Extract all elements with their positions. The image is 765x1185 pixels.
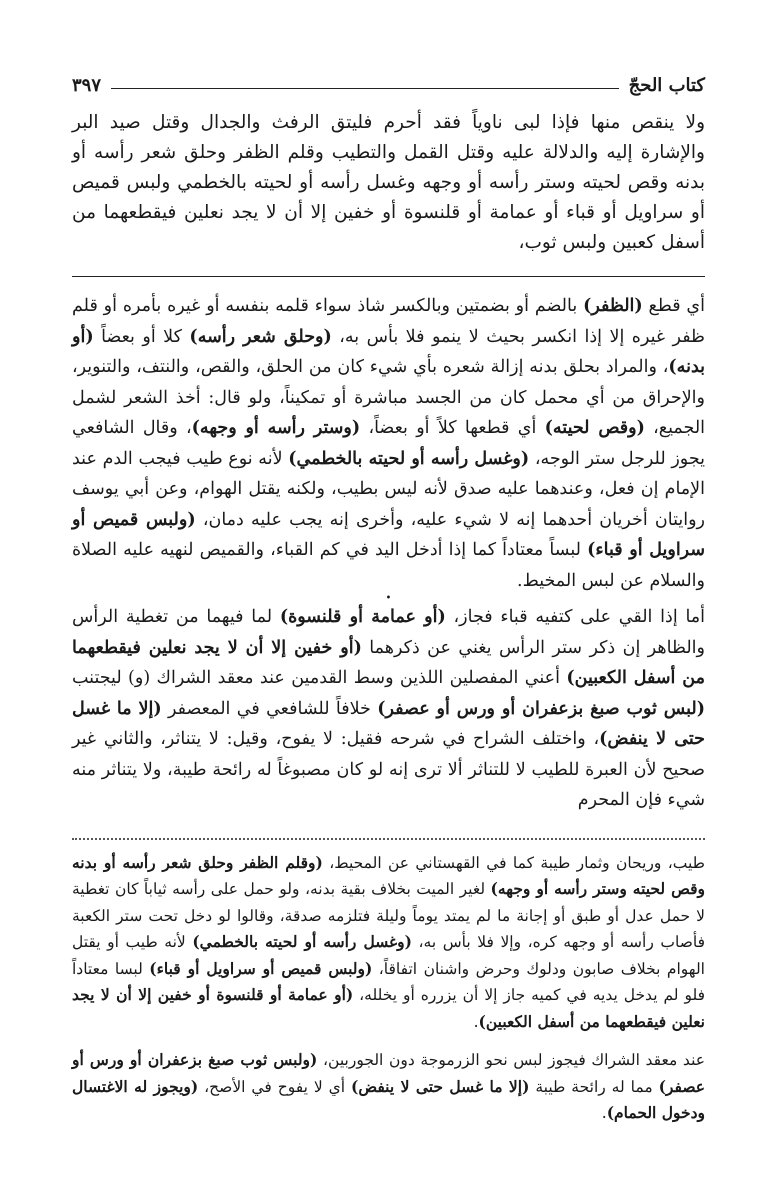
quoted-phrase: (وقص لحيته) bbox=[544, 418, 645, 438]
text-run: . bbox=[601, 1104, 607, 1122]
quoted-phrase: (إلا ما غسل حتى لا ينفض) bbox=[72, 698, 705, 749]
footnote-paragraph-1 bbox=[72, 850, 705, 1036]
header-rule bbox=[111, 88, 619, 89]
quoted-phrase: (الظفر) bbox=[583, 296, 643, 316]
dot-mark: • bbox=[385, 593, 392, 604]
quoted-phrase: (أو عمامة أو قلنسوة أو خفين إلا أن لا يجد نعلين فيقطعهما من أسفل الكعبين) bbox=[72, 985, 705, 1031]
quoted-phrase: (وغسل رأسه أو لحيته بالخطمي) bbox=[288, 448, 530, 469]
quoted-phrase: (وقلم الظفر وحلق شعر رأسه أو بدنه وقص لحيته وستر رأسه أو وجهه) bbox=[72, 852, 705, 898]
text-run: أي لا يفوح في الأصح، bbox=[198, 1077, 351, 1096]
text-run: لغير الميت بخلاف بقية بدنه، ولو حمل على رأسه ثياباً كان تغطية لا حمل عدل أو طبق أو إجانة ما لم يمتد يوماً وليلة فتلزمه صدقة، وقالوا لو دخل تحت ستر الكعبة فأصاب رأسه أو وجهه كره، وإلا فلا بأس به، bbox=[72, 880, 705, 951]
main-text bbox=[72, 108, 705, 258]
commentary bbox=[72, 291, 705, 816]
text-run: عند معقد الشراك فيجوز لبس نحو الزرموجة دون الجوربين، bbox=[317, 1051, 705, 1069]
page-header bbox=[72, 66, 705, 96]
quoted-phrase: (ولبس قميص أو سراويل أو قباء) bbox=[72, 509, 705, 560]
quoted-phrase: (ولبس قميص أو سراويل أو قباء) bbox=[149, 958, 373, 978]
commentary-paragraph-1 bbox=[72, 291, 705, 596]
quoted-phrase: (وغسل رأسه أو لحيته بالخطمي) bbox=[192, 932, 412, 951]
commentary-paragraph-2 bbox=[72, 602, 705, 816]
text-run: أي قطع bbox=[642, 296, 705, 316]
text-run: لبسا معتاداً فلو لم يدخل يديه في كميه جاز إلا أن يزرره أو يخلله، bbox=[72, 959, 705, 1004]
main-text-paragraph: ولا ينقص منها فإذا لبى ناوياً فقد أحرم فليتق الرفث والجدال وقتل صيد البر والإشارة إليه والدلالة عليه وقتل القمل والتطيب وقلم الظفر وحلق شعر رأسه أو بدنه وقص لحيته وستر رأسه أو وجهه وغسل رأسه أو لحيته بالخطمي ولبس قميص أو سراويل أو قباء أو عمامة أو قلنسوة أو خفين إلا أن لا يجد نعلين فيقطعهما من أسفل كعبين ولبس ثوب، bbox=[72, 112, 705, 253]
quoted-phrase: (لبس ثوب صبغ بزعفران أو ورس أو عصفر) bbox=[377, 698, 705, 719]
footnote-divider bbox=[72, 838, 705, 840]
footnotes bbox=[72, 850, 705, 1127]
text-run: لبساً معتاداً كما إذا أدخل اليد في كم القباء، والقميص لنهيه عليه الصلاة والسلام عن لبس المخيط. bbox=[72, 540, 705, 591]
text-run: بالضم أو بضمتين وبالكسر شاذ سواء قلمه بنفسه أو غيره بأمره أو قلم ظفر غيره إلا إذا انكسر بحيث لا ينمو فلا بأس به، bbox=[72, 296, 705, 347]
quoted-phrase: (أو بدنه) bbox=[72, 326, 705, 377]
page-number: ٣٩٧ bbox=[72, 75, 102, 96]
text-run: كلا أو بعضاً bbox=[93, 326, 190, 347]
quoted-phrase: (وستر رأسه أو وجهه) bbox=[191, 418, 361, 438]
text-run: خلافاً للشافعي في المعصفر bbox=[161, 698, 378, 719]
text-run: أعني المفصلين اللذين وسط القدمين عند معقد الشراك (و) ليجتنب bbox=[72, 668, 567, 688]
text-run: . bbox=[473, 1012, 479, 1031]
quoted-phrase: (وحلق شعر رأسه) bbox=[189, 326, 332, 347]
text-run: أي قطعها كلاً أو بعضاً، bbox=[360, 418, 545, 438]
quoted-phrase: (ولبس ثوب صبغ بزعفران أو ورس أو عصفر) bbox=[72, 1050, 706, 1096]
text-run: أما إذا القي على كتفيه قباء فجاز، bbox=[445, 607, 706, 627]
quoted-phrase: (أو خفين إلا أن لا يجد نعلين فيقطعهما من أسفل الكعبين) bbox=[72, 637, 705, 688]
book-title: كتاب الحجّ bbox=[628, 75, 705, 96]
quoted-phrase: (أو عمامة أو قلنسوة) bbox=[279, 607, 446, 627]
text-run: ، والمراد بحلق بدنه إزالة شعره بأي شيء كان من الحلق، والقص، والنتف، والتنوير، والإحراق من أي محمل كان من الجسد مباشرة أو تمكيناً، ولو قال: أخذ الشعر لشمل الجميع، bbox=[72, 357, 706, 438]
text-run: لأنه طيب أو يقتل الهوام بخلاف صابون ودلوك وحرض واشنان اتفاقاً، bbox=[72, 933, 705, 978]
quoted-phrase: (إلا ما غسل حتى لا ينفض) bbox=[351, 1076, 530, 1096]
text-run: ، واختلف الشراح في شرحه فقيل: لا يفوح، وقيل: لا يتناثر، والثاني غير صحيح لأن العبرة للطيب لا للتناثر ألا ترى إنه لو كان مصبوغاً له رائحة طيبة، ولا يتناثر منه شيء فإن المحرم bbox=[72, 729, 705, 810]
text-run: لما فيهما من تغطية الرأس والظاهر إن ذكر ستر الرأس يغني عن ذكرهما bbox=[72, 607, 705, 658]
text-run: لأنه نوع طيب فيجب الدم عند الإمام إن فعل، وعندهما عليه صدق لأنه ليس بطيب، ولكنه يقتل الهوام، وعن أبي يوسف روايتان أخريان أحدهما إنه لا شيء عليه، وأخرى إنه يجب عليه دمان، bbox=[72, 448, 705, 530]
footnote-paragraph-2 bbox=[72, 1047, 705, 1127]
text-run: مما له رائحة طيبة bbox=[529, 1077, 659, 1096]
text-run: طيب، وريحان وثمار طيبة كما في القهستاني عن المحيط، bbox=[322, 853, 705, 872]
main-commentary-divider bbox=[72, 276, 705, 277]
quoted-phrase: (ويجوز له الاغتسال ودخول الحمام) bbox=[72, 1076, 705, 1122]
text-run: ، وقال الشافعي يجوز للرجل ستر الوجه، bbox=[72, 418, 706, 469]
